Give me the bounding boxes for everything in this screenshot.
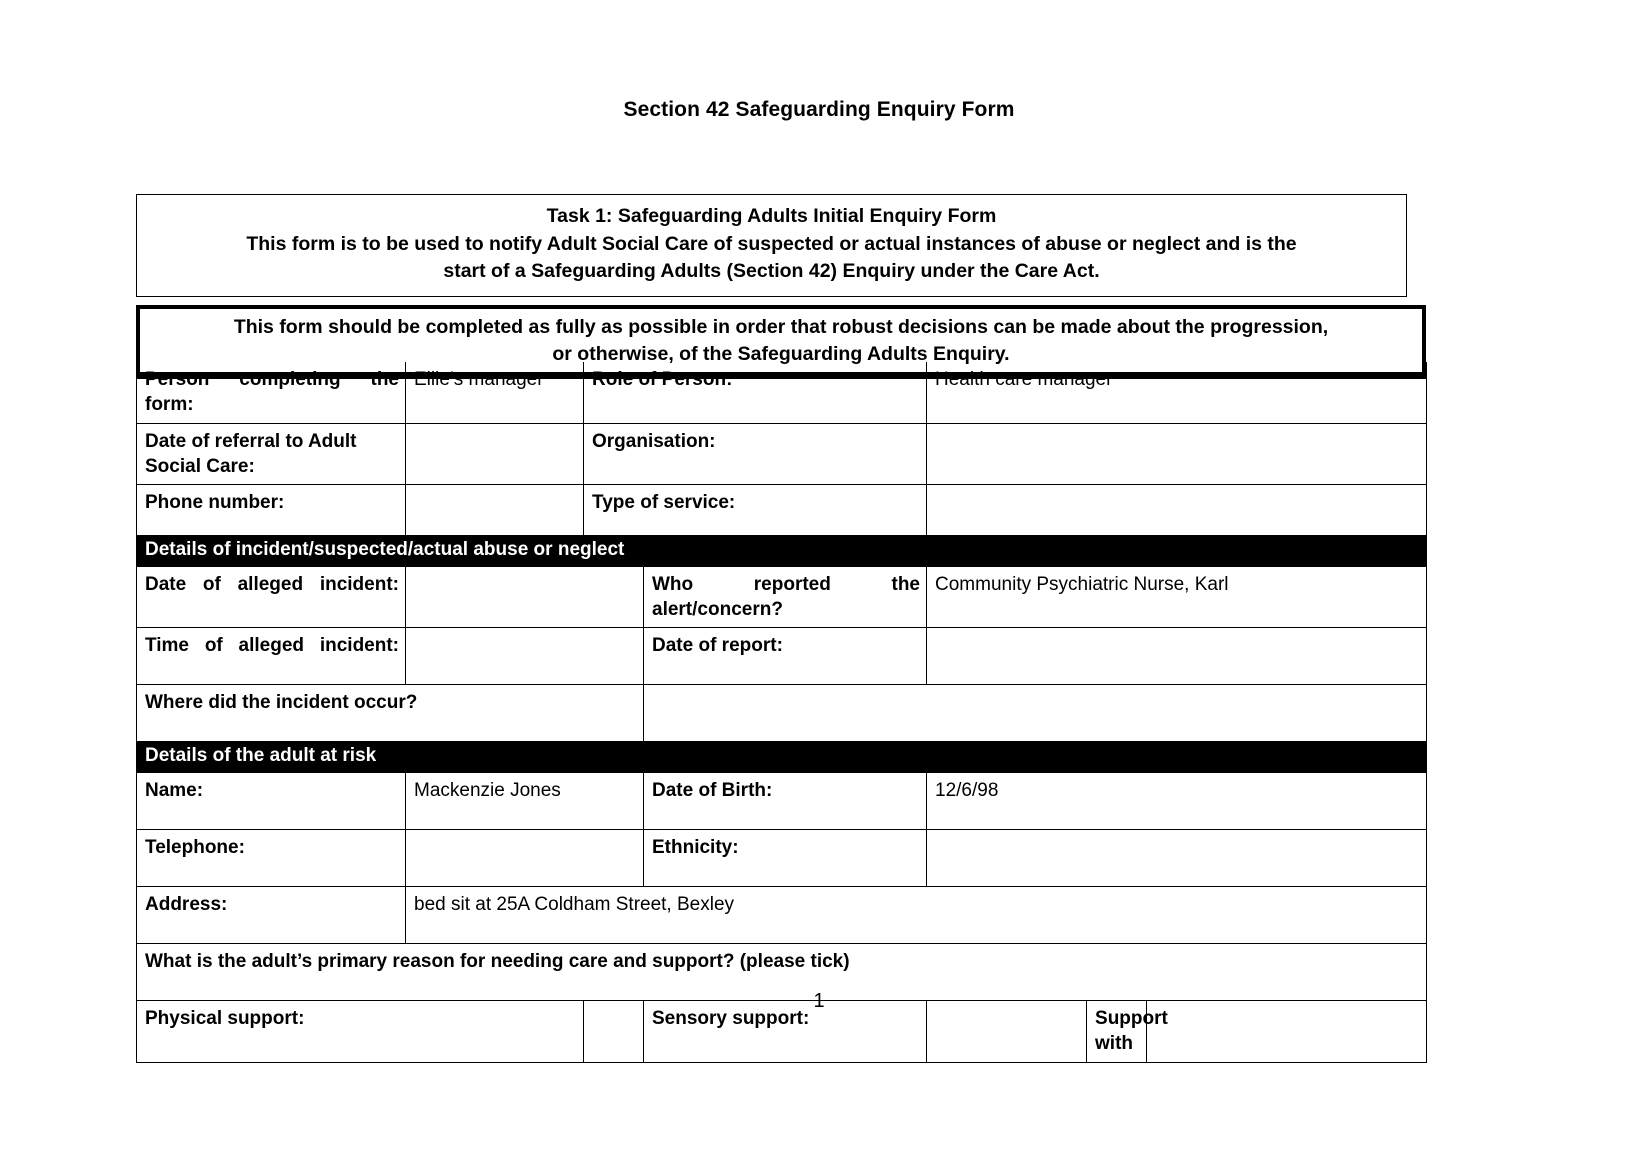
section-header-incident-label: Details of incident/suspected/actual abuse or neglect	[137, 536, 1427, 567]
telephone-value[interactable]	[406, 830, 644, 887]
table-row	[137, 566, 1427, 628]
table-row	[137, 830, 1427, 887]
where-incident-occur-label: Where did the incident occur?	[137, 685, 644, 742]
table-row	[137, 773, 1427, 830]
time-alleged-incident-value[interactable]	[406, 628, 644, 685]
table-row	[137, 887, 1427, 944]
person-completing-value[interactable]: Ellie’s manager	[406, 362, 584, 423]
name-label: Name:	[137, 773, 406, 830]
date-of-birth-label: Date of Birth:	[644, 773, 927, 830]
date-of-referral-label: Date of referral to Adult Social Care:	[137, 423, 406, 485]
intro-line-1: Task 1: Safeguarding Adults Initial Enquiry Form	[546, 205, 997, 227]
type-of-service-value[interactable]	[927, 485, 1427, 536]
page-number: 1	[813, 990, 825, 1012]
intro-box	[136, 194, 1407, 297]
page-title: Section 42 Safeguarding Enquiry Form	[623, 98, 1015, 121]
table-row	[137, 485, 1427, 536]
type-of-service-label: Type of service:	[584, 485, 927, 536]
table-row	[137, 628, 1427, 685]
telephone-label: Telephone:	[137, 830, 406, 887]
who-reported-value[interactable]: Community Psychiatric Nurse, Karl	[927, 566, 1427, 628]
sensory-support-label: Sensory support:	[644, 1001, 927, 1063]
phone-number-label: Phone number:	[137, 485, 406, 536]
date-alleged-incident-value[interactable]	[406, 566, 644, 628]
section-header-adult-at-risk-label: Details of the adult at risk	[137, 742, 1427, 773]
role-of-person-label: Role of Person:	[584, 362, 927, 423]
table-row	[137, 685, 1427, 742]
table-row	[137, 423, 1427, 485]
ethnicity-value[interactable]	[927, 830, 1427, 887]
notice-line-2: or otherwise, of the Safeguarding Adults Enquiry.	[552, 342, 1010, 365]
date-of-referral-value[interactable]	[406, 423, 584, 485]
section-header-adult-at-risk	[137, 742, 1427, 773]
date-alleged-incident-label: Date of alleged incident:	[137, 566, 406, 628]
who-reported-label: Who reported the alert/concern?	[644, 566, 927, 628]
time-alleged-incident-label: Time of alleged incident:	[137, 628, 406, 685]
organisation-value[interactable]	[927, 423, 1427, 485]
address-label: Address:	[137, 887, 406, 944]
date-of-report-label: Date of report:	[644, 628, 927, 685]
address-value[interactable]: bed sit at 25A Coldham Street, Bexley	[406, 887, 1427, 944]
table-row	[137, 362, 1427, 423]
name-value[interactable]: Mackenzie Jones	[406, 773, 644, 830]
date-of-report-value[interactable]	[927, 628, 1427, 685]
primary-reason-question: What is the adult’s primary reason for needing care and support? (please tick)	[137, 944, 1427, 1001]
where-incident-occur-value[interactable]	[644, 685, 1427, 742]
phone-number-value[interactable]	[406, 485, 584, 536]
intro-line-2: This form is to be used to notify Adult Social Care of suspected or actual instances of abuse or neglect and is the	[246, 232, 1297, 255]
physical-support-label: Physical support:	[137, 1001, 584, 1063]
role-of-person-value[interactable]: Health care manager	[927, 362, 1427, 423]
notice-line-1: This form should be completed as fully as possible in order that robust decisions can be made about the progression,	[233, 316, 1329, 338]
safeguarding-form-table	[136, 362, 1427, 1063]
support-with-label: Support with	[1087, 1001, 1147, 1063]
person-completing-label: Person completing the form:	[137, 362, 406, 423]
section-header-incident	[137, 536, 1427, 567]
ethnicity-label: Ethnicity:	[644, 830, 927, 887]
date-of-birth-value[interactable]: 12/6/98	[927, 773, 1427, 830]
intro-line-3: start of a Safeguarding Adults (Section 42) Enquiry under the Care Act.	[443, 260, 1100, 283]
organisation-label: Organisation:	[584, 423, 927, 485]
